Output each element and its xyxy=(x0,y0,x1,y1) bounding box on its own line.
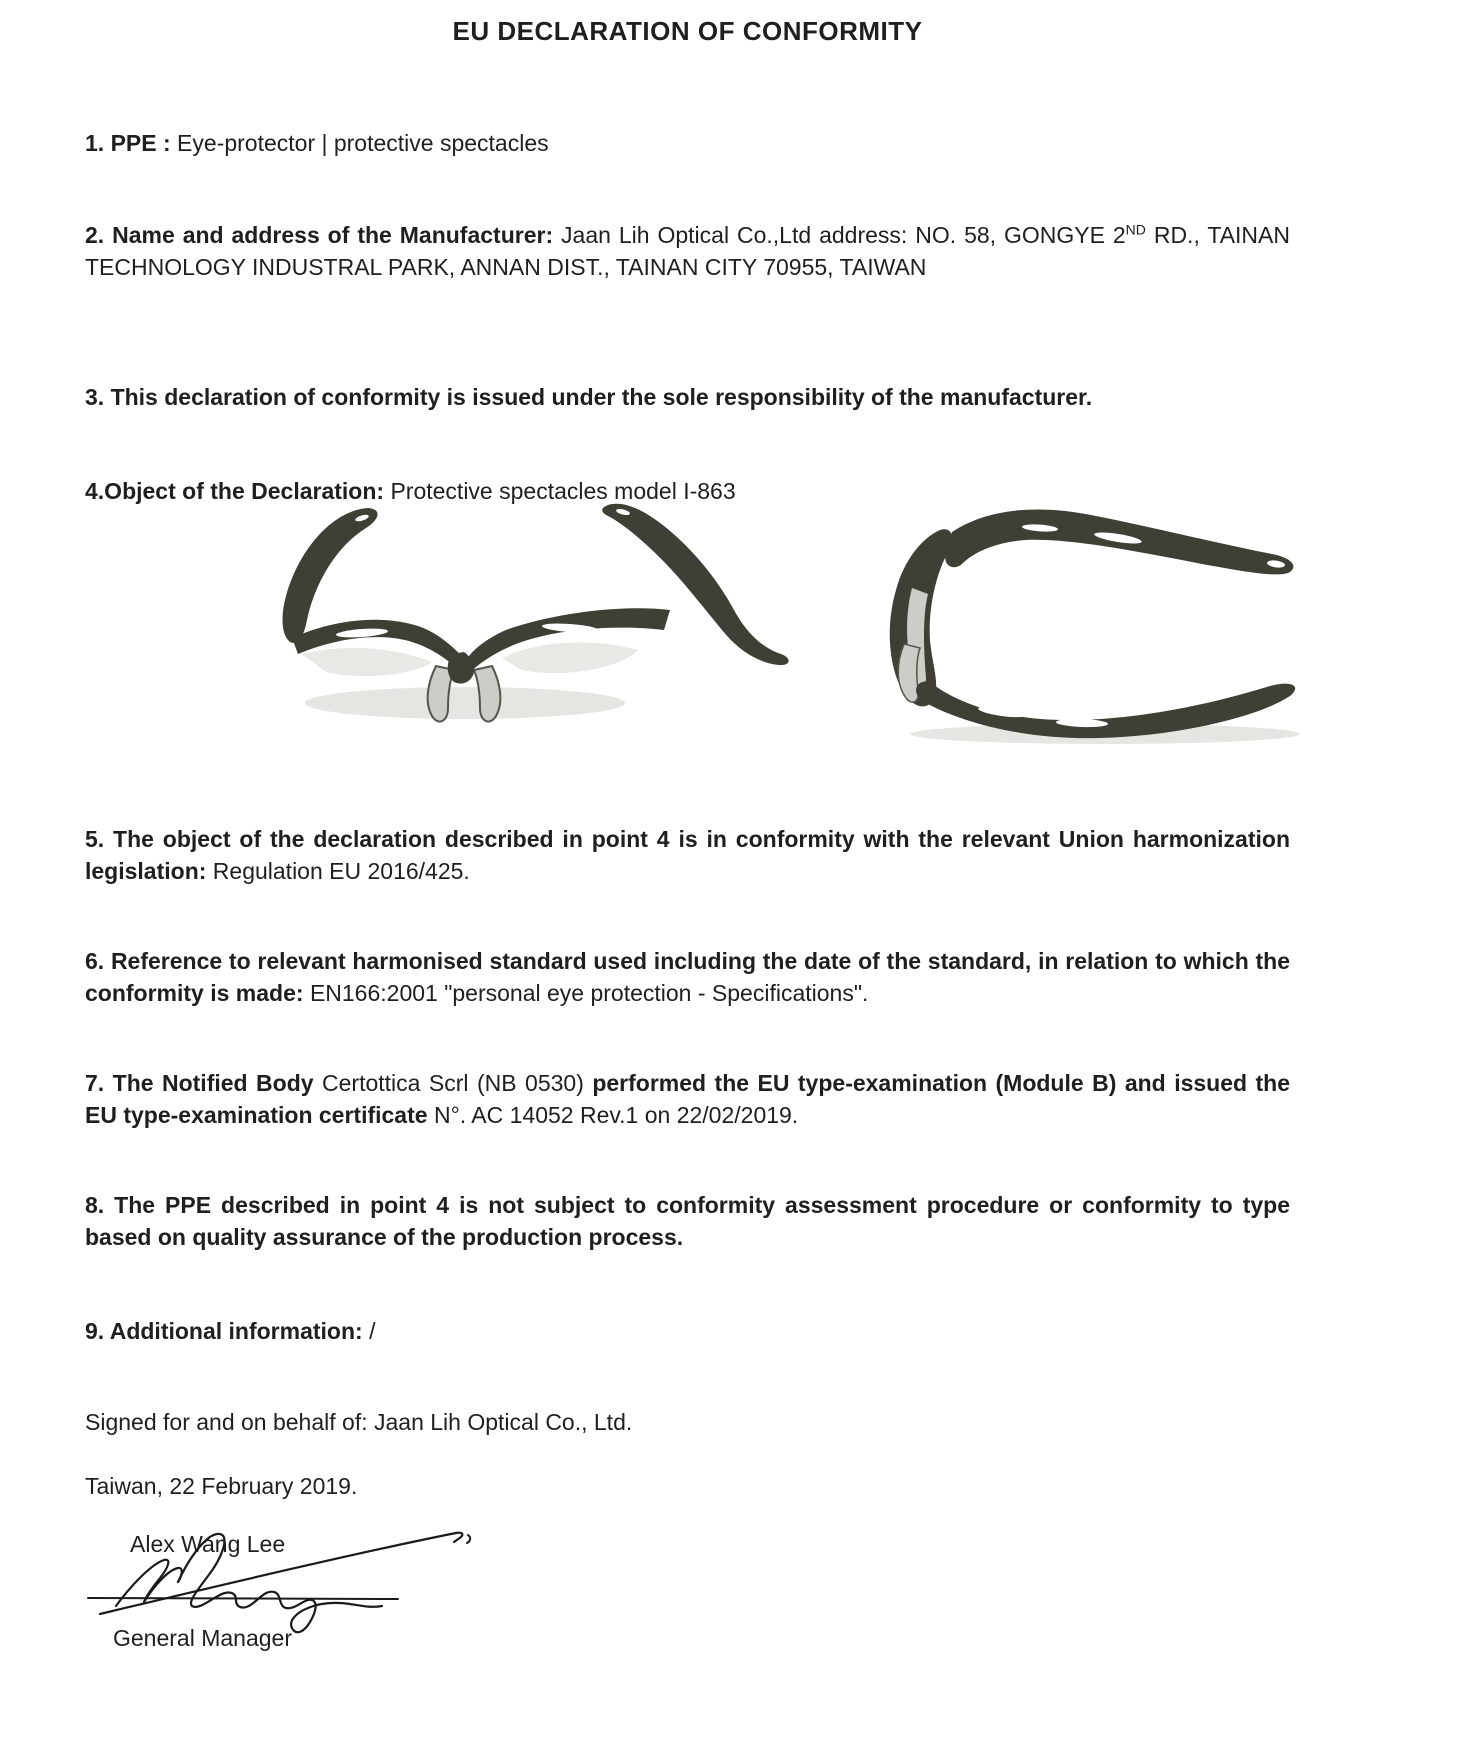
section-2-text-1: Jaan Lih Optical Co.,Ltd address: NO. 58, GONGYE 2 xyxy=(561,222,1126,248)
section-4-label: 4.Object of the Declaration: xyxy=(85,478,391,504)
section-7-notified-body xyxy=(85,1067,1290,1131)
photo-shadow xyxy=(305,687,625,719)
signer-name: Alex Wang Lee xyxy=(130,1531,286,1557)
section-7-text-1: Certottica Scrl (NB 0530) xyxy=(322,1070,593,1096)
section-2-label: 2. Name and address of the Manufacturer: xyxy=(85,222,562,248)
signer-title: General Manager xyxy=(113,1625,292,1651)
signature-underline xyxy=(88,1598,398,1599)
section-6-text: EN166:2001 "personal eye protection - Specifications". xyxy=(309,980,869,1006)
section-2-manufacturer xyxy=(85,219,1290,283)
section-9-additional-info xyxy=(85,1315,1290,1347)
document-title: EU DECLARATION OF CONFORMITY xyxy=(452,16,923,46)
section-5-legislation xyxy=(85,823,1290,887)
section-5-label: 5. The object of the declaration described in point 4 is in conformity with the relevant Union harmonization legislation: xyxy=(85,826,1290,884)
section-1-text: Eye-protector | protective spectacles xyxy=(177,130,549,156)
section-1-ppe xyxy=(85,127,1290,159)
section-6-standard xyxy=(85,945,1290,1009)
place-date-line: Taiwan, 22 February 2019. xyxy=(85,1473,358,1499)
signature-scrawl xyxy=(178,1534,382,1632)
section-9-text: / xyxy=(369,1318,376,1344)
section-8-conformity: 8. The PPE described in point 4 is not subject to conformity assessment procedure or conformity to type based on quality assurance of the production process. xyxy=(85,1192,1290,1250)
section-4-text: Protective spectacles model I-863 xyxy=(390,478,736,504)
section-7-label-1: 7. The Notified Body xyxy=(85,1070,323,1096)
signed-for-line: Signed for and on behalf of: Jaan Lih Optical Co., Ltd. xyxy=(85,1409,633,1435)
protective-spectacles-photo xyxy=(240,468,1320,763)
section-2-superscript: ND xyxy=(1125,221,1146,238)
spectacles-side-view xyxy=(890,509,1295,738)
section-7-text-2: N°. AC 14052 Rev.1 on 22/02/2019. xyxy=(433,1102,799,1128)
right-temple-horn xyxy=(602,504,788,665)
section-6-label: 6. Reference to relevant harmonised standard used including the date of the standard, in relation to which the conformity is made: xyxy=(85,948,1290,1006)
section-9-label: 9. Additional information: xyxy=(85,1318,370,1344)
handwritten-signature xyxy=(60,1518,560,1648)
section-5-text: Regulation EU 2016/425. xyxy=(212,858,470,884)
section-1-label: 1. PPE : xyxy=(85,130,178,156)
section-3-responsibility: 3. This declaration of conformity is issued under the sole responsibility of the manufacturer. xyxy=(85,384,1093,410)
lens-hint-left xyxy=(302,648,432,676)
signature-flourish-tick xyxy=(467,1535,470,1543)
lens-hint-right xyxy=(502,642,638,673)
section-7-label-2: performed the EU type-examination (Module B) and issued the EU type-examination certificate xyxy=(85,1070,1291,1128)
section-2-text-2: RD., TAINAN TECHNOLOGY INDUSTRAL PARK, ANNAN DIST., TAINAN CITY 70955, TAIWAN xyxy=(85,222,1290,280)
